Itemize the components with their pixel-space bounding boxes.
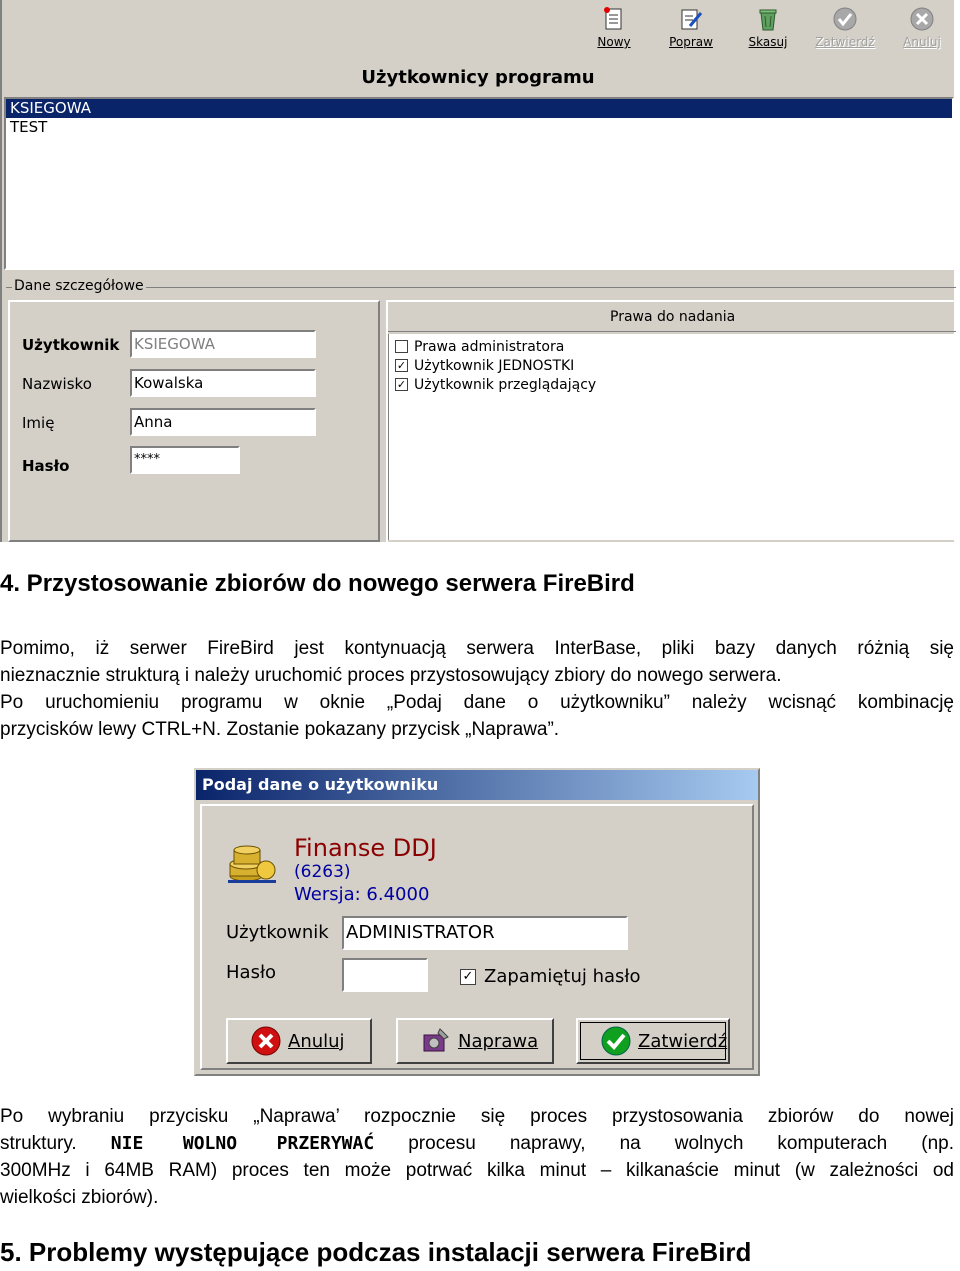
users-window-screenshot — [0, 0, 954, 542]
new-button[interactable] — [579, 4, 649, 56]
checkbox-unchecked[interactable] — [395, 340, 408, 353]
edit-document-icon — [678, 6, 704, 32]
section-4-paragraph — [0, 635, 954, 743]
rights-list — [388, 334, 956, 540]
name-label: Imię — [22, 414, 55, 432]
login-confirm-button[interactable] — [576, 1018, 730, 1064]
list-item[interactable]: KSIEGOWA — [6, 99, 952, 118]
right-unit-user-label: Użytkownik JEDNOSTKI — [414, 357, 575, 374]
confirm-button[interactable] — [810, 4, 880, 56]
login-dialog-screenshot — [194, 768, 760, 1076]
details-legend: Dane szczegółowe — [14, 278, 144, 294]
coins-icon — [226, 834, 278, 886]
repair-tools-icon — [420, 1025, 452, 1057]
paragraph-line: nieznacznie strukturą i należy uruchomić proces przystosowujący zbiory do nowego serwera. — [0, 665, 782, 686]
login-cancel-button[interactable] — [226, 1018, 372, 1064]
paragraph-line: 300MHz i 64MB RAM) proces ten może potrwać kilka minut – kilkanaście minut (w zależności od — [0, 1160, 954, 1181]
password-field[interactable]: **** — [130, 446, 240, 474]
dialog-body — [200, 804, 754, 1070]
edit-button-label: Popraw — [669, 35, 713, 49]
text-run: struktury. — [0, 1133, 77, 1154]
confirm-button-label: Zatwierdź — [815, 35, 875, 49]
login-password-label: Hasło — [226, 962, 277, 983]
section-5-heading: 5. Problemy występujące podczas instalacji serwera FireBird — [0, 1237, 752, 1267]
delete-button[interactable] — [733, 4, 803, 56]
right-viewer-label: Użytkownik przeglądający — [414, 376, 597, 393]
remember-password-toggle[interactable] — [460, 966, 641, 987]
window-title: Użytkownicy programu — [361, 67, 595, 88]
confirm-check-icon — [600, 1025, 632, 1057]
paragraph-line: Pomimo, iż serwer FireBird jest kontynuacją serwera InterBase, pliki bazy danych różnią się — [0, 638, 954, 659]
rights-panel — [386, 300, 956, 542]
surname-label: Nazwisko — [22, 375, 92, 393]
section-4-heading: 4. Przystosowanie zbiorów do nowego serwera FireBird — [0, 570, 635, 597]
login-confirm-label: Zatwierdź — [638, 1030, 728, 1052]
remember-password-label: Zapamiętuj hasło — [484, 966, 641, 987]
paragraph-line: Po wybraniu przycisku „Naprawa’ rozpocznie się proces przystosowania zbiorów do nowej — [0, 1106, 954, 1127]
group-divider — [6, 287, 956, 288]
login-password-field[interactable] — [342, 958, 428, 992]
surname-field[interactable]: Kowalska — [130, 369, 316, 397]
app-name: Finanse DDJ — [294, 834, 437, 862]
edit-button[interactable] — [656, 4, 726, 56]
cancel-x-icon — [250, 1025, 282, 1057]
right-unit-user[interactable] — [389, 356, 956, 375]
cancel-button[interactable] — [887, 4, 957, 56]
right-admin-label: Prawa administratora — [414, 338, 565, 355]
trash-can-icon — [755, 6, 781, 32]
paragraph-line: przycisków lewy CTRL+N. Zostanie pokazany przycisk „Naprawa”. — [0, 719, 560, 740]
repair-label: Naprawa — [458, 1030, 539, 1052]
checkbox-checked[interactable]: ✓ — [460, 969, 476, 985]
cancel-button-label: Anuluj — [903, 35, 941, 49]
new-button-label: Nowy — [597, 35, 631, 49]
toolbar — [2, 0, 954, 58]
details-panel — [8, 300, 380, 542]
list-item[interactable]: TEST — [10, 118, 48, 136]
rights-header: Prawa do nadania — [388, 302, 956, 332]
login-user-field[interactable]: ADMINISTRATOR — [342, 916, 628, 950]
app-code: (6263) — [294, 862, 351, 882]
checkbox-checked[interactable]: ✓ — [396, 378, 407, 391]
login-user-label: Użytkownik — [226, 922, 329, 943]
login-cancel-label: Anuluj — [288, 1030, 345, 1052]
user-field[interactable]: KSIEGOWA — [130, 330, 316, 358]
text-run: procesu naprawy, na wolnych komputerach (np. — [408, 1133, 955, 1154]
paragraph-line: Po uruchomieniu programu w oknie „Podaj dane o użytkowniku” należy wcisnąć kombinację — [0, 692, 954, 713]
app-version: Wersja: 6.4000 — [294, 884, 430, 905]
checkbox-checked[interactable]: ✓ — [396, 359, 407, 372]
users-list[interactable] — [4, 97, 954, 270]
password-label: Hasło — [22, 457, 70, 475]
right-viewer[interactable] — [389, 375, 956, 394]
delete-button-label: Skasuj — [748, 35, 788, 49]
paragraph-line: wielkości zbiorów). — [0, 1187, 159, 1208]
repair-paragraph — [0, 1103, 954, 1211]
right-admin[interactable] — [389, 337, 956, 356]
dialog-title: Podaj dane o użytkowniku — [196, 770, 758, 800]
repair-button[interactable] — [396, 1018, 554, 1064]
name-field[interactable]: Anna — [130, 408, 316, 436]
paragraph-line — [0, 1130, 954, 1157]
warning-text: NIE WOLNO PRZERYWAĆ — [110, 1133, 375, 1154]
checkmark-icon — [832, 6, 858, 32]
details-group — [2, 278, 956, 542]
new-document-icon — [601, 6, 627, 32]
user-label: Użytkownik — [22, 336, 120, 354]
close-x-icon — [909, 6, 935, 32]
